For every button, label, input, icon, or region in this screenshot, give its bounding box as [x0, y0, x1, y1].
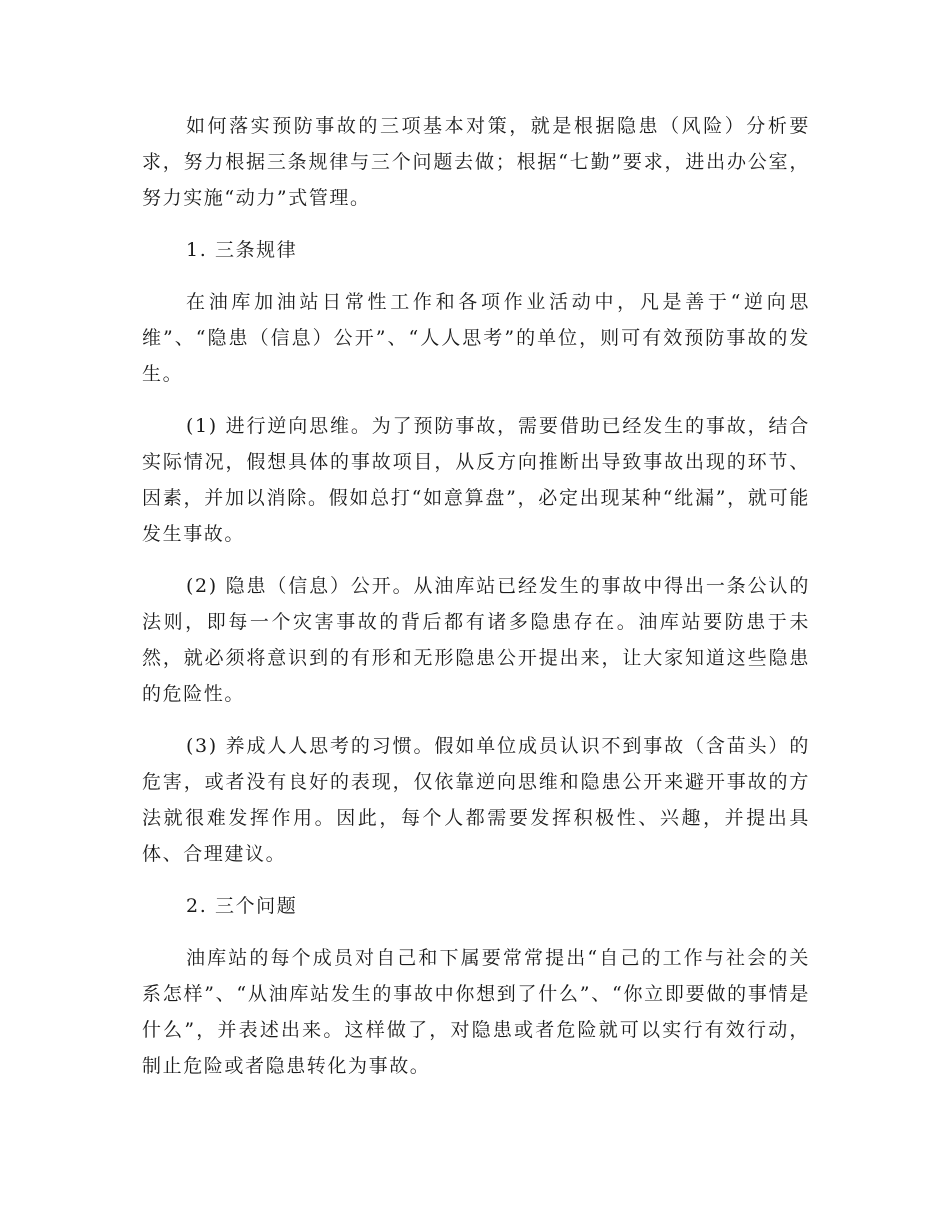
rule-3-paragraph: (3) 养成人人思考的习惯。假如单位成员认识不到事故（含苗头）的危害，或者没有良好的表现，仅依靠逆向思维和隐患公开来避开事故的方法就很难发挥作用。因此，每个人都需要发挥积极性、兴趣，并提出具体、合理建议。 [142, 735, 810, 865]
rule-1-paragraph: (1) 进行逆向思维。为了预防事故，需要借助已经发生的事故，结合实际情况，假想具体的事故项目，从反方向推断出导致事故出现的环节、因素，并加以消除。假如总打“如意算盘”，必定出现某种“纰漏”，就可能发生事故。 [142, 415, 810, 545]
section-heading-1: 1. 三条规律 [186, 239, 298, 261]
document-page [142, 108, 810, 1100]
intro-paragraph: 如何落实预防事故的三项基本对策，就是根据隐患（风险）分析要求，努力根据三条规律与三个问题去做；根据“七勤”要求，进出办公室，努力实施“动力”式管理。 [142, 115, 810, 209]
section-heading-2: 2. 三个问题 [186, 895, 298, 917]
section-2-paragraph: 油库站的每个成员对自己和下属要常常提出“自己的工作与社会的关系怎样”、“从油库站发生的事故中你想到了什么”、“你立即要做的事情是什么”，并表述出来。这样做了，对隐患或者危险就可以实行有效行动，制止危险或者隐患转化为事故。 [142, 947, 810, 1077]
rule-2-paragraph: (2) 隐患（信息）公开。从油库站已经发生的事故中得出一条公认的法则，即每一个灾害事故的背后都有诸多隐患存在。油库站要防患于未然，就必须将意识到的有形和无形隐患公开提出来，让大家知道这些隐患的危险性。 [142, 575, 810, 705]
section-1-intro: 在油库加油站日常性工作和各项作业活动中，凡是善于“逆向思维”、“隐患（信息）公开”、“人人思考”的单位，则可有效预防事故的发生。 [142, 291, 810, 385]
